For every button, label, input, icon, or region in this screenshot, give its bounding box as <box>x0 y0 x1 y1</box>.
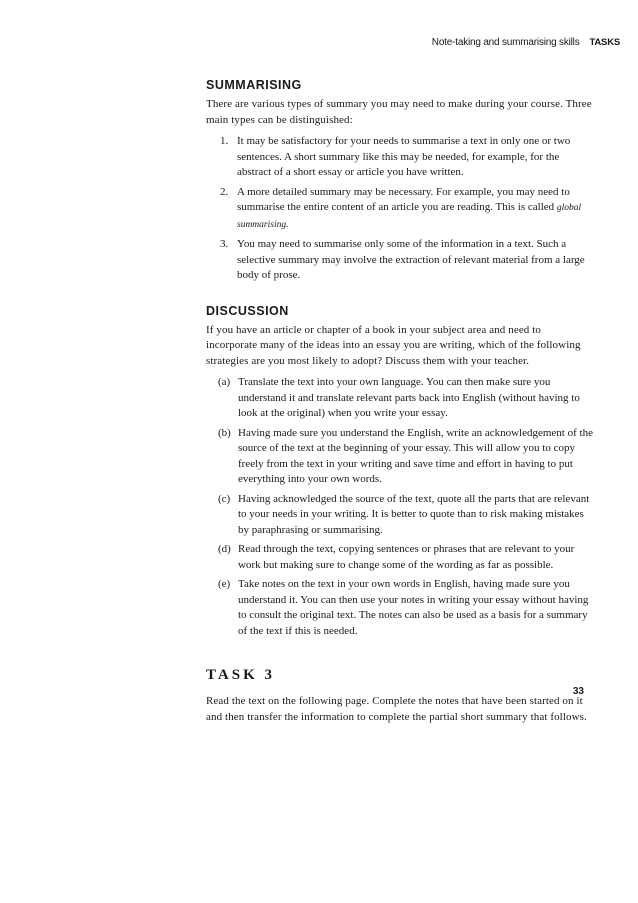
summary-types-list <box>206 134 593 284</box>
running-title: Note-taking and summarising skills <box>431 37 580 48</box>
section-tag: TASKS <box>589 37 620 48</box>
list-italic-term: global summarising. <box>237 203 582 230</box>
list-item <box>206 492 593 539</box>
list-text: A more detailed summary may be necessary. For example, you may need to summarise the entire content of an article you are reading. This is called <box>237 185 570 213</box>
list-item <box>206 134 593 181</box>
list-text: Having acknowledged the source of the text, quote all the parts that are relevant to your needs in your writing. It is better to quote than to risk making mistakes by paraphrasing or summarising. <box>238 492 590 536</box>
list-marker: (d) <box>218 543 231 555</box>
page-number: 33 <box>572 686 584 697</box>
list-text: Having made sure you understand the English, write an acknowledgement of the source of the text at the beginning of your essay. This will allow you to copy freely from the text in your writing and save time and effort in having to put everything into your own words. <box>238 426 593 485</box>
list-item <box>206 542 593 573</box>
list-item <box>206 577 593 639</box>
list-marker: 2. <box>220 185 229 198</box>
task-heading: TASK 3 <box>206 667 275 683</box>
strategies-list <box>206 375 593 639</box>
list-text: Read through the text, copying sentences or phrases that are relevant to your work but making sure to change some of the wording as far as possible. <box>238 543 575 571</box>
summarising-heading: SUMMARISING <box>206 78 302 92</box>
list-marker: 3. <box>220 238 229 250</box>
task-instructions: Read the text on the following page. Complete the notes that have been started on it and then transfer the information to complete the partial short summary that follows. <box>206 695 587 723</box>
list-item <box>206 375 593 422</box>
list-text: You may need to summarise only some of the information in a text. Such a selective summary may involve the extraction of relevant material from a large body of prose. <box>237 238 585 281</box>
discussion-intro: If you have an article or chapter of a book in your subject area and need to incorporate many of the ideas into an essay you are writing, which of the following strategies are you most likely to adopt? Discuss them with your teacher. <box>206 323 581 367</box>
list-item <box>206 237 593 284</box>
list-marker: (a) <box>218 376 231 388</box>
summarising-intro: There are various types of summary you may need to make during your course. Three main types can be distinguished: <box>206 98 592 126</box>
list-text: Take notes on the text in your own words in English, having made sure you understand it. You can then use your notes in writing your essay without having to consult the original text. The notes can also be used as a basis for a summary of the text if this is needed. <box>238 578 589 637</box>
running-header <box>432 37 620 48</box>
page-content <box>206 78 593 725</box>
list-marker: (b) <box>218 426 231 439</box>
list-text: Translate the text into your own language. You can then make sure you understand it and translate relevant parts back into English (without having to look at the original) when you write your essay. <box>238 376 580 419</box>
list-item <box>206 426 593 488</box>
discussion-heading: DISCUSSION <box>206 303 289 318</box>
list-marker: 1. <box>220 135 229 147</box>
list-marker: (c) <box>218 492 231 505</box>
list-text: It may be satisfactory for your needs to summarise a text in only one or two sentences. A short summary like this may be needed, for example, for the abstract of a short essay or article you have written. <box>237 135 571 178</box>
list-marker: (e) <box>218 578 231 590</box>
list-item <box>206 185 593 234</box>
